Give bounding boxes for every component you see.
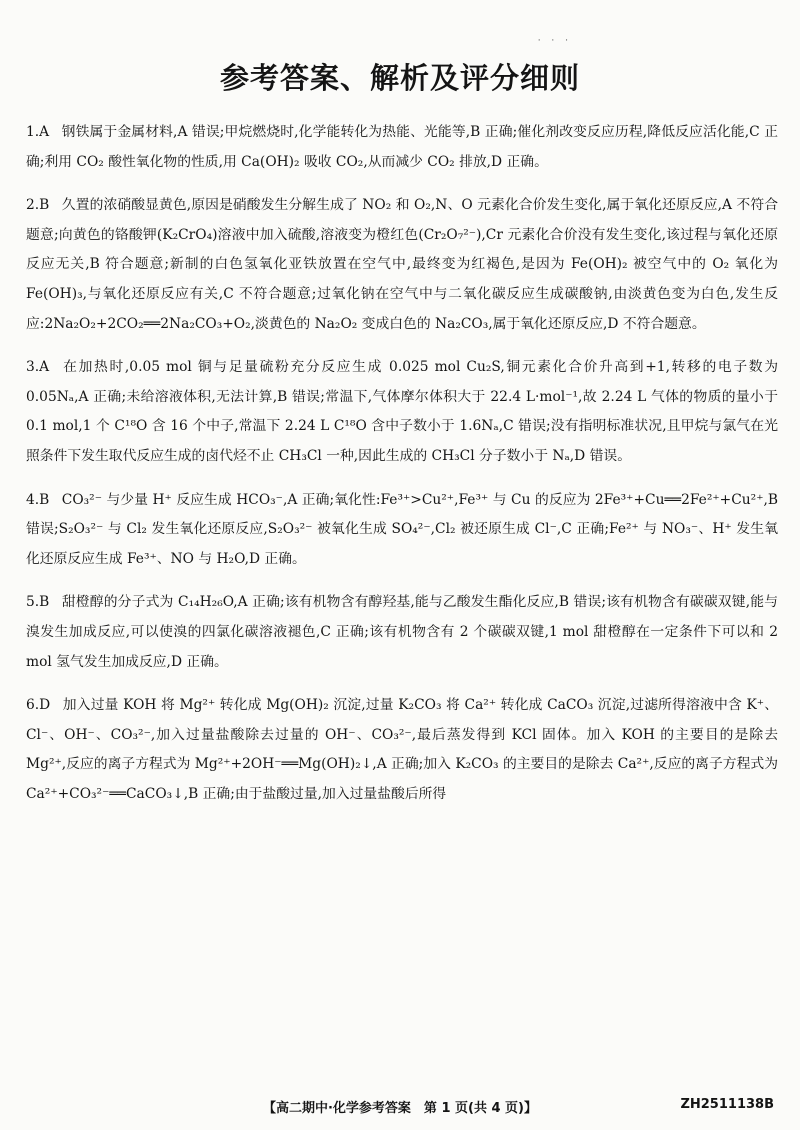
answer-item [26,486,778,575]
item-answer: B [39,594,50,611]
item-explanation: 甜橙醇的分子式为 C₁₄H₂₆O,A 正确;该有机物含有醇羟基,能与乙酸发生酯化反应,B 错误;该有机物含有碳碳双键,能与溴发生加成反应,可以使溴的四氯化碳溶液褪色,C 正确;该有机物含有 2 个碳碳双键,1 mol 甜橙醇在一定条件下可以和 2 mol 氢气发生加成反应,D 正确。 [26,594,778,670]
answer-list [26,118,778,823]
item-explanation: 加入过量 KOH 将 Mg²⁺ 转化成 Mg(OH)₂ 沉淀,过量 K₂CO₃ 将 Ca²⁺ 转化成 CaCO₃ 沉淀,过滤所得溶液中含 K⁺、Cl⁻、OH⁻、CO₃²⁻,加入过量盐酸除去过量的 OH⁻、CO₃²⁻,最后蒸发得到 KCl 固体。加入 KOH 的主要目的是除去 Mg²⁺,反应的离子方程式为 Mg²⁺+2OH⁻══Mg(OH)₂↓,A 正确;加入 K₂CO₃ 的主要目的是除去 Ca²⁺,反应的离子方程式为 Ca²⁺+CO₃²⁻══CaCO₃↓,B 正确;由于盐酸过量,加入过量盐酸后所得 [26,697,778,802]
page-title: 参考答案、解析及评分细则 [219,61,580,95]
footer-code: ZH2511138B [680,1097,774,1112]
item-answer: B [39,491,50,508]
answer-item [26,588,778,677]
answer-item [26,691,778,809]
item-answer: A [39,359,50,376]
item-explanation: 钢铁属于金属材料,A 错误;甲烷燃烧时,化学能转化为热能、光能等,B 正确;催化剂改变反应历程,降低反应活化能,C 正确;利用 CO₂ 酸性氧化物的性质,用 Ca(OH)₂ 吸收 CO₂,从而减少 CO₂ 排放,D 正确。 [26,124,778,170]
item-number: 1. [26,124,40,140]
corner-marks: · · · [537,36,572,46]
item-answer: B [39,197,50,214]
answer-item [26,353,778,471]
footer-page-info: 【高二期中·化学参考答案 第 1 页(共 4 页)】 [262,1101,538,1116]
item-explanation: 久置的浓硝酸显黄色,原因是硝酸发生分解生成了 NO₂ 和 O₂,N、O 元素化合价发生变化,属于氧化还原反应,A 不符合题意;向黄色的铬酸钾(K₂CrO₄)溶液中加入硫酸,溶液变为橙红色(Cr₂O₇²⁻),Cr 元素化合价没有发生变化,该过程与氧化还原反应无关,B 符合题意;新制的白色氢氧化亚铁放置在空气中,最终变为红褐色,是因为 Fe(OH)₂ 被空气中的 O₂ 氧化为 Fe(OH)₃,与氧化还原反应有关,C 不符合题意;过氧化钠在空气中与二氧化碳反应生成碳酸钠,由淡黄色变为白色,发生反应:2Na₂O₂+2CO₂══2Na₂CO₃+O₂,淡黄色的 Na₂O₂ 变成白色的 Na₂CO₃,属于氧化还原反应,D 不符合题意。 [26,197,778,332]
item-number: 3. [26,359,40,376]
answer-item [26,191,778,339]
answer-item [26,118,778,177]
item-answer: A [39,124,50,140]
item-explanation: 在加热时,0.05 mol 铜与足量硫粉充分反应生成 0.025 mol Cu₂S,铜元素化合价升高到+1,转移的电子数为 0.05Nₐ,A 正确;未给溶液体积,无法计算,B 错误;常温下,气体摩尔体积大于 22.4 L·mol⁻¹,故 2.24 L 气体的物质的量小于 0.1 mol,1 个 C¹⁸O 含 16 个中子,常温下 2.24 L C¹⁸O 含中子数小于 1.6Nₐ,C 错误;没有指明标准状况,且甲烷与氯气在光照条件下发生取代反应生成的卤代烃不止 CH₃Cl 一种,因此生成的 CH₃Cl 分子数小于 Nₐ,D 错误。 [26,359,778,464]
item-answer: D [39,697,51,714]
item-number: 4. [26,491,40,508]
item-number: 6. [26,697,40,714]
item-number: 2. [26,197,40,214]
item-number: 5. [26,594,40,611]
item-explanation: CO₃²⁻ 与少量 H⁺ 反应生成 HCO₃⁻,A 正确;氧化性:Fe³⁺>Cu²⁺,Fe³⁺ 与 Cu 的反应为 2Fe³⁺+Cu══2Fe²⁺+Cu²⁺,B 错误;S₂O₃²⁻ 与 Cl₂ 发生氧化还原反应,S₂O₃²⁻ 被氧化生成 SO₄²⁻,Cl₂ 被还原生成 Cl⁻,C 正确;Fe²⁺ 与 NO₃⁻、H⁺ 发生氧化还原反应生成 Fe³⁺、NO 与 H₂O,D 正确。 [26,491,778,567]
